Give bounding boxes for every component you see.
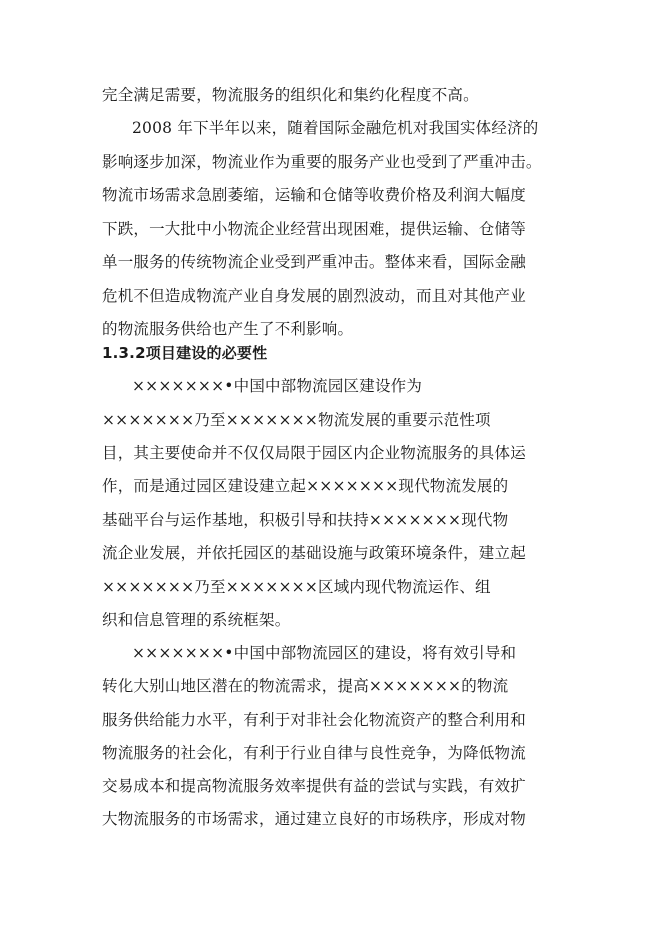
paragraph-line: 转化大别山地区潜在的物流需求，提高×××××××的物流 [102,677,509,695]
paragraph-line: ×××××××•中国中部物流园区的建设，将有效引导和 [132,644,517,662]
paragraph-line: ×××××××乃至×××××××物流发展的重要示范性项 [102,411,491,429]
paragraph-line: 基础平台与运作基地，积极引导和扶持×××××××现代物 [102,511,509,529]
paragraph-line: 目，其主要使命并不仅仅局限于园区内企业物流服务的具体运 [102,444,526,462]
paragraph-line: 2008 年下半年以来，随着国际金融危机对我国实体经济的 [132,119,539,137]
paragraph-line: 流企业发展，并依托园区的基础设施与政策环境条件，建立起 [102,544,526,562]
paragraph-line: 作，而是通过园区建设建立起×××××××现代物流发展的 [102,477,509,495]
paragraph-line: 下跌，一大批中小物流企业经营出现困难，提供运输、仓储等 [102,220,526,238]
section-heading: 1.3.2项目建设的必要性 [102,344,268,362]
paragraph-line: 大物流服务的市场需求，通过建立良好的市场秩序，形成对物 [102,810,526,828]
paragraph-line: 完全满足需要，物流服务的组织化和集约化程度不高。 [102,86,479,104]
paragraph-line: ×××××××乃至×××××××区域内现代物流运作、组 [102,578,491,596]
paragraph-line: 物流服务的社会化，有利于行业自律与良性竞争，为降低物流 [102,744,526,762]
paragraph-line: ×××××××•中国中部物流园区建设作为 [132,377,423,395]
paragraph-line: 交易成本和提高物流服务效率提供有益的尝试与实践，有效扩 [102,777,526,795]
paragraph-line: 物流市场需求急剧萎缩，运输和仓储等收费价格及利润大幅度 [102,186,526,204]
paragraph-line: 影响逐步加深，物流业作为重要的服务产业也受到了严重冲击。 [102,153,542,171]
paragraph-line: 单一服务的传统物流企业受到严重冲击。整体来看，国际金融 [102,253,526,271]
paragraph-line: 织和信息管理的系统框架。 [102,611,291,629]
paragraph-line: 服务供给能力水平，有利于对非社会化物流资产的整合利用和 [102,711,526,729]
paragraph-line: 的物流服务供给也产生了不利影响。 [102,320,354,338]
paragraph-line: 危机不但造成物流产业自身发展的剧烈波动，而且对其他产业 [102,287,526,305]
